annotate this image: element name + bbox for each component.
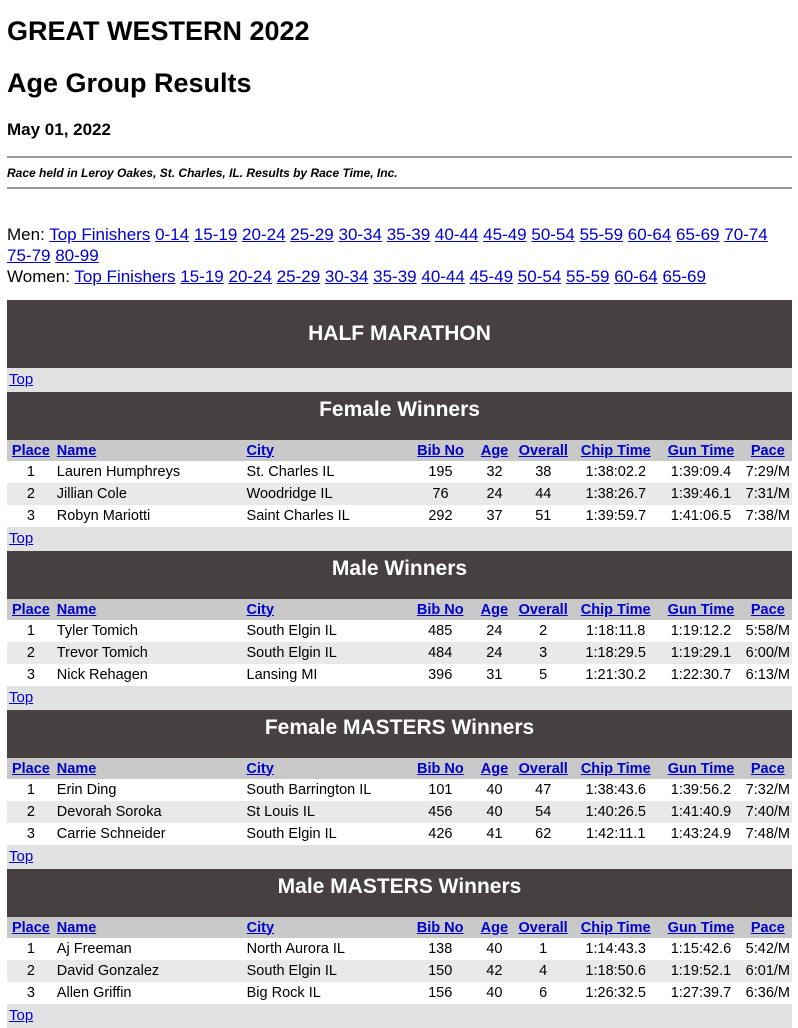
table-row	[7, 642, 792, 664]
column-header-bib-no[interactable]: Bib No	[405, 758, 475, 779]
cell-name: Robyn Mariotti	[55, 505, 245, 527]
cell-age: 42	[475, 960, 513, 982]
cell-age: 32	[476, 461, 514, 483]
cell-city: South Elgin IL	[244, 823, 405, 845]
men-label: Men:	[7, 225, 45, 244]
column-header-bib-no[interactable]: Bib No	[405, 599, 476, 620]
table-row	[7, 620, 792, 642]
section-header-band	[7, 905, 792, 917]
women-label: Women:	[7, 267, 70, 286]
section-title: Female MASTERS Winners	[7, 710, 792, 746]
table-row	[7, 960, 792, 982]
cell-bib-no: 150	[405, 960, 476, 982]
cell-gun-time: 1:22:30.7	[658, 664, 743, 686]
cell-name: Allen Griffin	[55, 982, 245, 1004]
cell-pace: 6:36/M	[744, 982, 792, 1004]
cell-city: St. Charles IL	[245, 461, 406, 483]
men-link-60-64[interactable]: 60-64	[627, 225, 672, 244]
women-link-15-19[interactable]: 15-19	[180, 267, 224, 286]
top-link[interactable]: Top	[9, 530, 34, 547]
column-header-overall[interactable]: Overall	[513, 599, 573, 620]
cell-name: Aj Freeman	[55, 938, 245, 960]
men-link-40-44[interactable]: 40-44	[434, 225, 479, 244]
cell-bib-no: 396	[405, 664, 476, 686]
cell-name: Lauren Humphreys	[55, 461, 245, 483]
page-title: GREAT WESTERN 2022	[7, 16, 310, 46]
cell-pace: 7:29/M	[744, 461, 792, 483]
cell-city: Lansing MI	[245, 664, 405, 686]
cell-pace: 6:00/M	[744, 642, 792, 664]
cell-place: 1	[7, 620, 55, 642]
men-nav-line	[7, 224, 792, 266]
cell-chip-time: 1:18:11.8	[573, 620, 658, 642]
cell-city: Woodridge IL	[245, 483, 406, 505]
men-link-70-74[interactable]: 70-74	[724, 225, 768, 244]
cell-pace: 7:40/M	[744, 801, 792, 823]
column-header-chip-time[interactable]: Chip Time	[573, 440, 658, 461]
cell-overall: 44	[513, 483, 573, 505]
cell-city: North Aurora IL	[245, 938, 405, 960]
cell-chip-time: 1:21:30.2	[573, 664, 658, 686]
table-row	[7, 461, 792, 483]
divider-bottom	[7, 187, 792, 189]
column-header-bib-no[interactable]: Bib No	[405, 440, 475, 461]
cell-age: 24	[476, 483, 514, 505]
page-subtitle: Age Group Results	[7, 68, 252, 98]
men-link-15-19[interactable]: 15-19	[193, 225, 238, 244]
table-row	[7, 938, 792, 960]
cell-age: 40	[476, 801, 514, 823]
cell-overall: 3	[513, 642, 573, 664]
column-header-pace[interactable]: Pace	[744, 917, 792, 938]
cell-name: Nick Rehagen	[55, 664, 245, 686]
top-link[interactable]: Top	[9, 371, 34, 388]
cell-name: Erin Ding	[55, 779, 245, 801]
cell-overall: 54	[513, 801, 573, 823]
divider-top	[7, 156, 792, 158]
cell-place: 1	[7, 461, 55, 483]
cell-chip-time: 1:38:02.2	[573, 461, 658, 483]
cell-place: 3	[7, 505, 55, 527]
men-link-45-49[interactable]: 45-49	[483, 225, 527, 244]
section-title: Female Winners	[7, 392, 792, 428]
cell-age: 41	[476, 823, 514, 845]
cell-gun-time: 1:39:56.2	[658, 779, 743, 801]
women-link-55-59[interactable]: 55-59	[566, 267, 610, 286]
cell-place: 2	[7, 801, 55, 823]
race-title: HALF MARATHON	[7, 300, 792, 368]
section-header-band	[7, 587, 792, 599]
cell-overall: 38	[513, 461, 573, 483]
column-header-gun-time[interactable]: Gun Time	[658, 758, 743, 779]
section-title: Male Winners	[7, 551, 792, 587]
cell-bib-no: 101	[405, 779, 475, 801]
cell-age: 40	[475, 938, 513, 960]
top-link-row	[7, 686, 792, 710]
cell-place: 3	[7, 664, 55, 686]
men-link-25-29[interactable]: 25-29	[290, 225, 334, 244]
column-header-bib-no[interactable]: Bib No	[405, 917, 476, 938]
cell-pace: 7:48/M	[744, 823, 792, 845]
cell-bib-no: 426	[405, 823, 475, 845]
cell-city: St Louis IL	[244, 801, 405, 823]
cell-pace: 5:42/M	[744, 938, 792, 960]
column-header-chip-time[interactable]: Chip Time	[573, 599, 658, 620]
men-links	[7, 225, 768, 265]
table-row	[7, 801, 792, 823]
race-date: May 01, 2022	[7, 120, 111, 139]
column-header-age[interactable]: Age	[476, 440, 514, 461]
column-header-name[interactable]: Name	[55, 440, 245, 461]
cell-age: 40	[475, 982, 513, 1004]
cell-overall: 6	[513, 982, 573, 1004]
cell-pace: 6:13/M	[744, 664, 792, 686]
cell-bib-no: 195	[405, 461, 475, 483]
cell-name: Devorah Soroka	[55, 801, 245, 823]
women-link-60-64[interactable]: 60-64	[614, 267, 658, 286]
table-row	[7, 505, 792, 527]
top-link-row	[7, 1004, 792, 1028]
cell-overall: 5	[513, 664, 573, 686]
table-row	[7, 823, 792, 845]
column-header-age[interactable]: Age	[476, 758, 514, 779]
cell-overall: 4	[513, 960, 573, 982]
cell-city: South Elgin IL	[245, 620, 405, 642]
cell-place: 3	[7, 823, 55, 845]
women-link-50-54[interactable]: 50-54	[517, 267, 562, 286]
cell-place: 1	[7, 938, 55, 960]
table-row	[7, 982, 792, 1004]
cell-age: 37	[476, 505, 514, 527]
column-header-place[interactable]: Place	[7, 917, 55, 938]
cell-city: South Elgin IL	[245, 642, 405, 664]
men-link-75-79[interactable]: 75-79	[7, 246, 51, 265]
top-link-row	[7, 368, 792, 392]
cell-name: Jillian Cole	[55, 483, 245, 505]
top-link[interactable]: Top	[9, 1007, 34, 1024]
results-table	[7, 440, 792, 527]
cell-chip-time: 1:18:50.6	[573, 960, 658, 982]
men-link-65-69[interactable]: 65-69	[676, 225, 720, 244]
cell-name: Trevor Tomich	[55, 642, 245, 664]
cell-name: David Gonzalez	[55, 960, 245, 982]
table-row	[7, 779, 792, 801]
cell-overall: 62	[513, 823, 573, 845]
table-row	[7, 483, 792, 505]
men-link-35-39[interactable]: 35-39	[386, 225, 431, 244]
column-header-gun-time[interactable]: Gun Time	[658, 440, 743, 461]
cell-gun-time: 1:19:52.1	[658, 960, 743, 982]
results-table	[7, 917, 792, 1004]
cell-bib-no: 76	[405, 483, 475, 505]
results-table	[7, 758, 792, 845]
women-link-35-39[interactable]: 35-39	[373, 267, 417, 286]
men-link-top-finishers[interactable]: Top Finishers	[49, 225, 151, 244]
section-header-band	[7, 746, 792, 758]
results-table	[7, 599, 792, 686]
women-nav-line	[7, 266, 792, 287]
column-header-age[interactable]: Age	[475, 599, 513, 620]
cell-overall: 1	[513, 938, 573, 960]
column-header-chip-time[interactable]: Chip Time	[573, 758, 658, 779]
column-header-pace[interactable]: Pace	[744, 599, 792, 620]
results-sections	[7, 368, 792, 1028]
top-link-row	[7, 527, 792, 551]
column-header-gun-time[interactable]: Gun Time	[658, 917, 743, 938]
cell-overall: 51	[513, 505, 573, 527]
cell-chip-time: 1:14:43.3	[573, 938, 658, 960]
men-link-0-14[interactable]: 0-14	[155, 225, 190, 244]
cell-bib-no: 485	[405, 620, 476, 642]
women-link-top-finishers[interactable]: Top Finishers	[74, 267, 176, 286]
cell-gun-time: 1:43:24.9	[658, 823, 743, 845]
cell-place: 2	[7, 960, 55, 982]
cell-city: Saint Charles IL	[245, 505, 406, 527]
cell-gun-time: 1:19:29.1	[658, 642, 743, 664]
column-header-name[interactable]: Name	[55, 917, 245, 938]
cell-gun-time: 1:39:09.4	[658, 461, 743, 483]
men-link-20-24[interactable]: 20-24	[242, 225, 286, 244]
cell-bib-no: 156	[405, 982, 476, 1004]
cell-age: 40	[476, 779, 514, 801]
cell-pace: 6:01/M	[744, 960, 792, 982]
cell-place: 3	[7, 982, 55, 1004]
column-header-name[interactable]: Name	[55, 599, 245, 620]
cell-pace: 7:38/M	[744, 505, 792, 527]
column-header-age[interactable]: Age	[475, 917, 513, 938]
column-header-city[interactable]: City	[245, 440, 406, 461]
column-header-city[interactable]: City	[245, 599, 405, 620]
cell-gun-time: 1:41:40.9	[658, 801, 743, 823]
women-link-45-49[interactable]: 45-49	[469, 267, 514, 286]
cell-overall: 2	[513, 620, 573, 642]
column-header-place[interactable]: Place	[7, 440, 55, 461]
cell-age: 24	[475, 620, 513, 642]
cell-city: Big Rock IL	[245, 982, 405, 1004]
men-link-30-34[interactable]: 30-34	[338, 225, 382, 244]
section-header-band	[7, 428, 792, 440]
cell-place: 2	[7, 642, 55, 664]
cell-gun-time: 1:15:42.6	[658, 938, 743, 960]
women-link-30-34[interactable]: 30-34	[324, 267, 369, 286]
age-group-nav	[7, 224, 792, 287]
race-note: Race held in Leroy Oakes, St. Charles, IL. Results by Race Time, Inc.	[7, 166, 398, 180]
cell-chip-time: 1:18:29.5	[573, 642, 658, 664]
results-container	[7, 300, 792, 1028]
cell-city: South Elgin IL	[245, 960, 405, 982]
cell-chip-time: 1:40:26.5	[573, 801, 658, 823]
women-link-20-24[interactable]: 20-24	[228, 267, 272, 286]
column-header-chip-time[interactable]: Chip Time	[573, 917, 658, 938]
men-link-55-59[interactable]: 55-59	[579, 225, 624, 244]
women-link-40-44[interactable]: 40-44	[421, 267, 465, 286]
cell-pace: 5:58/M	[744, 620, 792, 642]
top-link[interactable]: Top	[9, 689, 34, 706]
cell-bib-no: 138	[405, 938, 476, 960]
column-header-pace[interactable]: Pace	[744, 758, 792, 779]
women-link-65-69[interactable]: 65-69	[662, 267, 706, 286]
cell-age: 31	[475, 664, 513, 686]
section-title: Male MASTERS Winners	[7, 869, 792, 905]
column-header-city[interactable]: City	[245, 917, 405, 938]
cell-place: 2	[7, 483, 55, 505]
cell-gun-time: 1:39:46.1	[658, 483, 743, 505]
column-header-name[interactable]: Name	[55, 758, 245, 779]
cell-bib-no: 292	[405, 505, 475, 527]
cell-name: Carrie Schneider	[55, 823, 245, 845]
cell-pace: 7:32/M	[744, 779, 792, 801]
cell-bib-no: 456	[405, 801, 475, 823]
cell-chip-time: 1:39:59.7	[573, 505, 658, 527]
column-header-overall[interactable]: Overall	[513, 440, 573, 461]
column-header-place[interactable]: Place	[7, 599, 55, 620]
column-header-overall[interactable]: Overall	[513, 758, 573, 779]
cell-place: 1	[7, 779, 55, 801]
column-header-overall[interactable]: Overall	[513, 917, 573, 938]
women-link-25-29[interactable]: 25-29	[276, 267, 321, 286]
top-link[interactable]: Top	[9, 848, 34, 865]
cell-chip-time: 1:38:26.7	[573, 483, 658, 505]
women-links	[74, 267, 706, 286]
column-header-city[interactable]: City	[244, 758, 405, 779]
cell-chip-time: 1:42:11.1	[573, 823, 658, 845]
men-link-80-99[interactable]: 80-99	[55, 246, 99, 265]
cell-chip-time: 1:26:32.5	[573, 982, 658, 1004]
cell-overall: 47	[513, 779, 573, 801]
cell-bib-no: 484	[405, 642, 476, 664]
column-header-place[interactable]: Place	[7, 758, 55, 779]
cell-name: Tyler Tomich	[55, 620, 245, 642]
cell-chip-time: 1:38:43.6	[573, 779, 658, 801]
cell-gun-time: 1:19:12.2	[658, 620, 743, 642]
men-link-50-54[interactable]: 50-54	[531, 225, 575, 244]
column-header-gun-time[interactable]: Gun Time	[658, 599, 743, 620]
cell-age: 24	[475, 642, 513, 664]
column-header-pace[interactable]: Pace	[744, 440, 792, 461]
cell-city: South Barrington IL	[244, 779, 405, 801]
table-row	[7, 664, 792, 686]
cell-pace: 7:31/M	[744, 483, 792, 505]
top-link-row	[7, 845, 792, 869]
cell-gun-time: 1:41:06.5	[658, 505, 743, 527]
cell-gun-time: 1:27:39.7	[658, 982, 743, 1004]
